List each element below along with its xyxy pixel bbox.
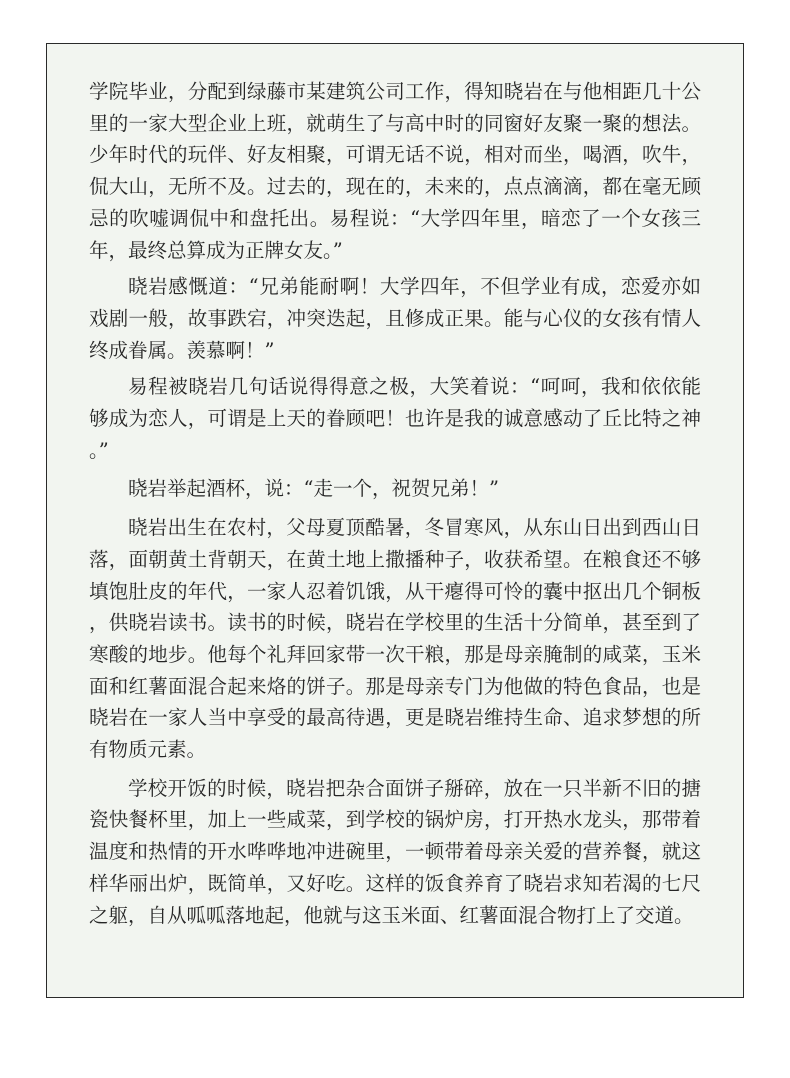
- paragraph-1: 学院毕业，分配到绿藤市某建筑公司工作，得知晓岩在与他相距几十公里的一家大型企业上班，就萌生了与高中时的同窗好友聚一聚的想法。少年时代的玩伴、好友相聚，可谓无话不说，相对而坐，喝酒，吹牛，侃大山，无所不及。过去的，现在的，未来的，点点滴滴，都在毫无顾忌的吹嘘调侃中和盘托出。易程说：“大学四年里，暗恋了一个女孩三年，最终总算成为正牌女友。”: [89, 80, 701, 262]
- paragraph-3: 易程被晓岩几句话说得得意之极，大笑着说：“呵呵，我和依依能够成为恋人，可谓是上天的眷顾吧！也许是我的诚意感动了丘比特之神。”: [89, 375, 701, 462]
- paragraph-2: 晓岩感慨道：“兄弟能耐啊！大学四年，不但学业有成，恋爱亦如戏剧一般，故事跌宕，冲突迭起，且修成正果。能与心仪的女孩有情人终成眷属。羡慕啊！”: [89, 275, 701, 362]
- paragraph-5: 晓岩出生在农村，父母夏顶酷暑，冬冒寒风，从东山日出到西山日落，面朝黄土背朝天，在黄土地上撒播种子，收获希望。在粮食还不够填饱肚皮的年代，一家人忍着饥饿，从干瘪得可怜的囊中抠出几个铜板，供晓岩读书。读书的时候，晓岩在学校里的生活十分简单，甚至到了寒酸的地步。他每个礼拜回家带一次干粮，那是母亲腌制的咸菜，玉米面和红薯面混合起来烙的饼子。那是母亲专门为他做的特色食品，也是晓岩在一家人当中享受的最高待遇，更是晓岩维持生命、追求梦想的所有物质元素。: [89, 516, 701, 762]
- book-page: [46, 43, 744, 998]
- body-text: [89, 76, 701, 936]
- paragraph-6: 学校开饭的时候，晓岩把杂合面饼子掰碎，放在一只半新不旧的搪瓷快餐杯里，加上一些咸菜，到学校的锅炉房，打开热水龙头，那带着温度和热情的开水哗哗地冲进碗里，一顿带着母亲关爱的营养餐，就这样华丽出炉，既简单，又好吃。这样的饭食养育了晓岩求知若渴的七尺之躯，自从呱呱落地起，他就与这玉米面、红薯面混合物打上了交道。: [89, 776, 701, 927]
- paragraph-4: 晓岩举起酒杯，说：“走一个，祝贺兄弟！”: [128, 477, 499, 501]
